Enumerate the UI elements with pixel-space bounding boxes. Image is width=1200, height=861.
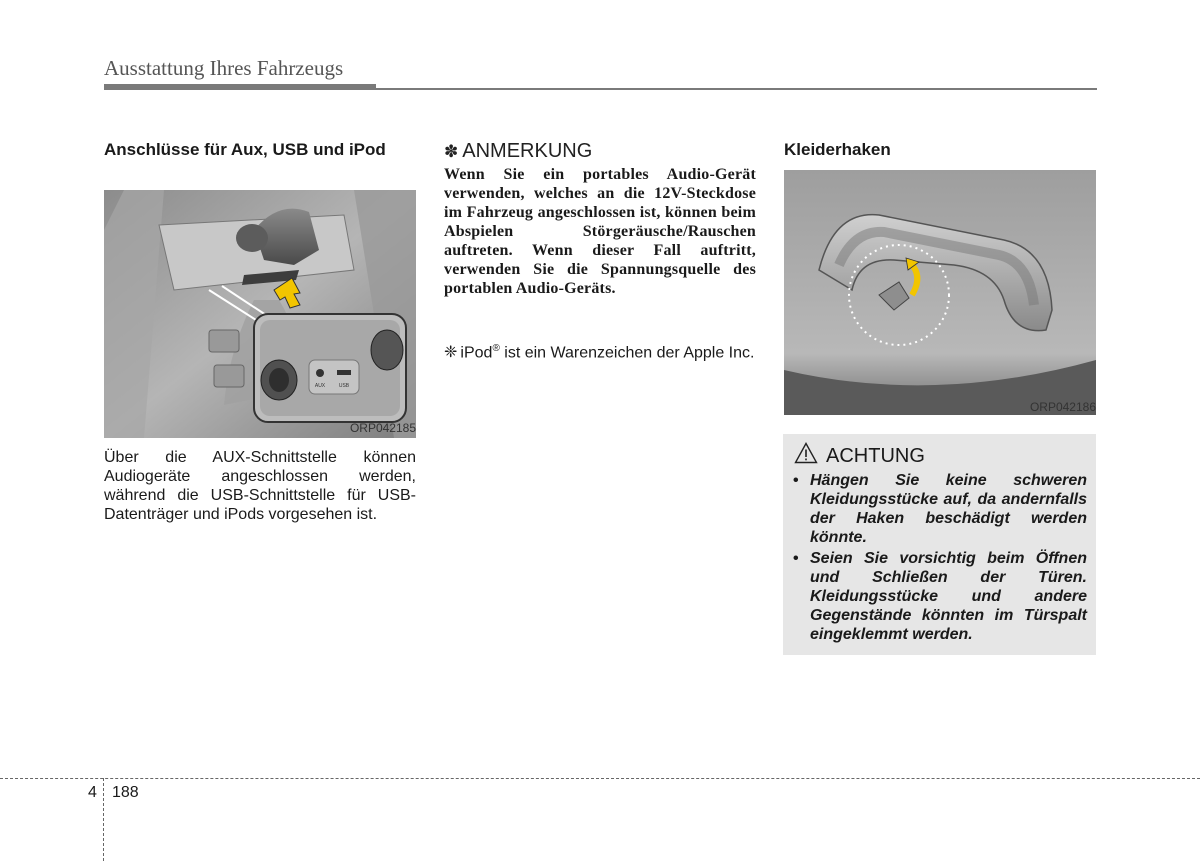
body-paragraph: Über die AUX-Schnittstelle können Audiogeräte angeschlossen werden, während die USB-Schnittstelle für USB-Datenträger und iPods vorgesehen ist.: [104, 449, 416, 523]
warning-item: • Seien Sie vorsichtig beim Öffnen und Schließen der Türen. Kleidungsstücke und andere Gegenstände könnten im Türspalt eingeklemmt werden.: [793, 549, 1087, 644]
warning-title: ACHTUNG: [826, 445, 925, 467]
usb-port-label: USB: [338, 383, 350, 389]
aux-port-label: AUX: [314, 383, 326, 389]
header-rule-accent: [104, 84, 376, 90]
ipod-word: iPod: [460, 344, 493, 362]
footer-divider: [103, 778, 104, 861]
section-heading-coat-hook: Kleiderhaken: [784, 140, 891, 159]
note-heading: [444, 140, 756, 163]
footer-rule: [0, 778, 1200, 779]
coat-hook-illustration: [784, 170, 1096, 415]
registered-mark: ®: [492, 343, 500, 354]
footnote-mark-icon: ❈: [444, 344, 458, 362]
asterisk-icon: ✽: [444, 142, 459, 161]
page-number: 188: [112, 784, 139, 801]
warning-item: • Hängen Sie keine schweren Kleidungsstücke auf, da andernfalls der Haken beschädigt werden könnte.: [793, 471, 1087, 547]
chapter-number: 4: [88, 784, 97, 801]
section-heading-aux-usb: Anschlüsse für Aux, USB und iPod: [104, 140, 386, 159]
warning-list: [793, 471, 1087, 646]
warning-triangle-icon: [794, 442, 818, 464]
figure-caption: ORP042186: [1029, 400, 1096, 414]
figure-caption: ORP042185: [349, 421, 416, 435]
trademark-footnote: [444, 339, 756, 362]
trademark-text: ist ein Warenzeichen der Apple Inc.: [499, 344, 755, 362]
running-header-title: Ausstattung Ihres Fahrzeugs: [104, 56, 344, 80]
console-ports-illustration: [104, 190, 416, 438]
note-paragraph: Wenn Sie ein portables Audio-Gerät verwenden, welches an die 12V-Steckdose im Fahrzeug angeschlossen ist, können beim Abspielen Störgeräusche/Rauschen auftreten. Wenn dieser Fall auftritt, verwenden Sie die Spannungsquelle des portablen Audio-Geräts.: [444, 166, 756, 297]
note-heading-text: ANMERKUNG: [462, 140, 593, 162]
